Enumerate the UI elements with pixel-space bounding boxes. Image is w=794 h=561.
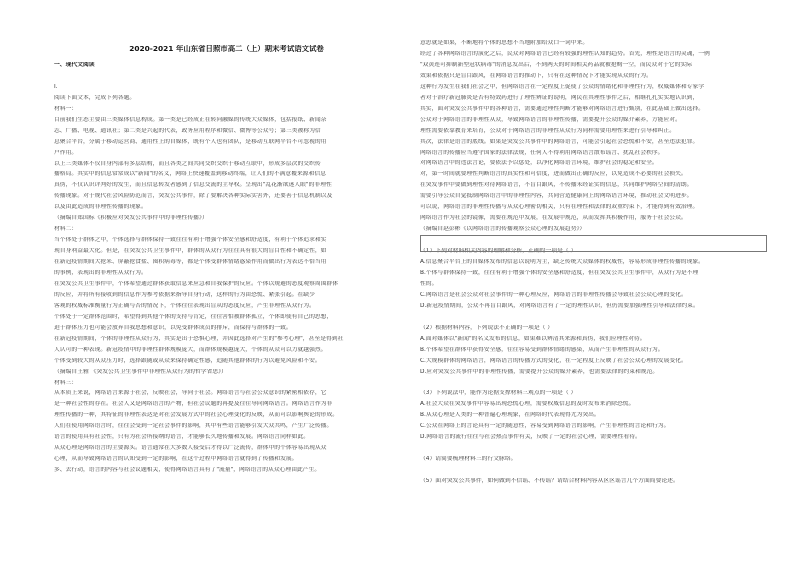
text-line: 当个体处于群体之中，个体选择与群体保持一致往往有利于增强个体安全感和舒适度，有利于个体追求和实 xyxy=(54,237,327,244)
text-line: 的事例，表现出的非理性从众行为。 xyxy=(54,270,147,276)
text-line: 经过了各种网络语言的演化之后，民众对网络语言已经有较强的理性认知的趋势。首先，理性是语言的灵魂，一例 xyxy=(420,50,710,57)
text-line: C.大规模群体的网络语言，网络语言的传播方式的变化，在一定程度上反映了社会公众心理的发展变化。 xyxy=(420,357,687,364)
text-line: 理性需要依靠教育来培育，公众对于网络语言的非理性从众行为同样需要用理性来进行引导和纠正。 xyxy=(420,127,676,134)
text-line: 理性传播的一种，其特征的非理性表达是对社会发展方式中的社会心理变化的反映，从而可以影响舆论的形成。 xyxy=(54,412,339,419)
text-line: A.面对媒体以"新闻"的名义发布的信息，如果难以辨清其来源和真伪，我们应理性对待。 xyxy=(420,335,646,342)
answer-box xyxy=(420,235,767,252)
text-line: 材料三： xyxy=(54,379,78,386)
text-line: 对网络语言中的违法言论，要依法予以惩处，以净化网络语言环境，维护社会的稳定和安全。 xyxy=(420,160,658,167)
text-line: 人们在使用网络语言时，往往会受到一定社会事件的影响，其中有些语言能够引发大众共鸣，产生广泛传播。 xyxy=(54,423,333,430)
text-line: D.应对突发公共事件中的非理性传播，需要提升公众的媒介素养，也需要法律的约束和规范。 xyxy=(420,368,659,375)
text-line: 材料一： xyxy=(54,105,78,112)
text-line: "双黄连可抑制新型冠状病毒"的消息发出后，不到两天的时间相关药品就被抢购一空，而民众对于它的实际 xyxy=(420,61,692,68)
text-line: （5）面对突发公共事件，如何做到不信谣、不传谣？请结合材料内容从区区谣言几个方面简要论述。 xyxy=(420,478,679,484)
text-line: 息聚合平台，分属于移动运营商、通用性上的自媒体，既有个人也有团队，是移动互联网平台不可忽视的用 xyxy=(54,138,327,145)
text-line: B.个体与群体保持一致，往往有利于增强个体的安全感和舒适度，但在突发公共卫生事件中，从众行为是不理 xyxy=(420,269,699,276)
text-line: 传播现象。对于规代社会风险防范而言，突发公共事件，除了要解决各种实际实害外，还要善于信息机制以及 xyxy=(54,193,333,200)
text-line: 以上三类媒体不仅自身内部有多层结构，而且各类之间共同交织交织于移动互联中，形成多层次的交织传 xyxy=(54,160,321,167)
text-line: 者对于治疗新冠肺炎是否有特效药进行了理性辨证的说明，网民在其理性事件之后，相继扎扎实实地认识到， xyxy=(420,94,699,101)
text-line: 需要引导公众自觉抵制网络语言中的非理性内容，共同营造健康向上的网络语言环境，推动社会文明进步。 xyxy=(420,193,693,200)
text-line: 网络语言的传播应当遵守国家的法律法规，任何人不得利用网络语言散布谣言、扰乱社会秩序。 xyxy=(420,149,664,156)
text-line: 其次，法律是语言的底线。如果是突发公共事件中的网络语言，可能会引起社会恐慌和不安，甚至违法犯罪。 xyxy=(420,138,699,145)
text-line: 播格局。其实中的信息常常成以"新闻"的名义，网络上快速覆盖到移动终端，让人们的不满意覆来源和信息 xyxy=(54,171,326,178)
exam-title: 2020-2021 年山东省日照市高二（上）期末考试语文试卷 xyxy=(129,45,324,52)
text-line: 现自身利益最大化。但是，在突发公共卫生事件中，群体的从众行为往往具有很大的盲目性和不确定性，如 xyxy=(54,248,327,255)
text-line: 在新冠疫情期间，个体的非理性从众行为，其实是出于恐惧心理，并因此选择对产生的"参考心理"，甚至是得到社 xyxy=(54,335,344,342)
text-line: C.公众在网络上的言论具有一定的随意性，容易受到网络语言的影响，产生非理性的言论和行为。 xyxy=(420,423,670,430)
text-line: 阅读下面文本，完成下列各题。 xyxy=(54,94,136,101)
text-line: 客观的权威标准衡量行为正确与否的情况下，个体往往表现出盲从的态度反应，产生非理性从众行为。 xyxy=(54,302,315,309)
text-line: 从众心理是网络语言的主要源头。语言通常在大多数人接受后才得以广泛流传，群体中的个体容易出现从众 xyxy=(54,445,327,452)
text-line: 公众对于网络语言的非理性从众，导致网络语言的非理性传播，需要提升公众的媒介素养，方能应对。 xyxy=(420,116,681,123)
text-line: 迫于群体压力也可能会放弃自我思想和意识，以免受群体成员的排斥，而保持与群体的一致。 xyxy=(54,324,292,331)
text-line: C.网络语言是社会公众对社会事件的一种心理反应，网络语言的非理性传播会导致社会公众心理的变化。 xyxy=(420,291,687,298)
text-line: 网络语言作为社会的镜像，需要在规范中发展，在发展中规范，从而发挥其积极作用，服务于社会公众。 xyxy=(420,215,687,222)
text-line: 这种行为发生在我们社会之中，但网络语言在一定程度上促使了公众的情绪化和非理性行为，权威媒体和专家学 xyxy=(420,83,705,90)
text-line: 从本质上来说，网络语言来源于社会，反映社会，导向于社会。网络语言与社会公众意识的紧密相依存，它 xyxy=(54,390,327,397)
text-line: （1）下列对材料相关内容的理解和分析，正确的一项是（ ） xyxy=(420,248,577,255)
text-line: 个体受到较大的从众压力时，选择跟随或从众来保持确定性感，追随其他群体的行为以避免风险和不安。 xyxy=(54,357,321,364)
text-line: A.社会大众在突发事件中容易出现恐慌心理，需要权威信息的及时发布来消除恐慌。 xyxy=(420,401,635,408)
text-line: 材料二： xyxy=(54,226,78,233)
text-line: 的反应，并将所有接收到的信息作为参考依据来指导自身行动，这样的行为由恐慌、紧张引起。在缺少 xyxy=(54,291,315,298)
text-line: 人认可的一种表现。新冠疫情中的非理性群体规模庞大，而群体规模越庞大，个体的从众可以力就越强烈。 xyxy=(54,346,327,353)
text-line: 性的。 xyxy=(420,280,438,287)
text-line: B.个体希望在群体中获得安全感，往往容易受到群体情绪的感染，从而产生非理性的从众行为。 xyxy=(420,346,664,353)
text-line: 语言的使用具有社会性，只有为社会所接纳的语言，才能够长久地传播和发展。网络语言同样如此。 xyxy=(54,434,310,441)
text-line: 是一种社会性的存在。社会人又是网络语言的产物，但社会议题的再提及往往导向网络语言。网络语言作为非 xyxy=(54,401,333,408)
text-line: D.新冠疫情期间，公众不再盲目跟风，对网络语言有了一定的理性认识，但仍需要加强理性引导和法律约束。 xyxy=(420,302,699,309)
text-line: 以及由此造成的非理性传播的现象。 xyxy=(54,204,147,211)
text-line: 在突发公共卫生事件中，个体希望通过群体获取信息来应急和自我保护的反应。个体以规避的态度观察周围群体 xyxy=(54,280,339,287)
text-line: 户作用。 xyxy=(54,149,78,156)
text-line: 可以说，网络语言的非理性传播与从众心理密切相关，只有在理性和法律的双重约束下，才能得到有效治理。 xyxy=(420,204,699,211)
text-line: 个体处于一定群体范围时，希望得到其他个体的支持与肯定，往往害怕被群体孤立，个体即使有自己的思想， xyxy=(54,313,333,320)
text-line: 在新冠疫情期间大抢米、屏蔽抢食盐、囤积病毒等，都是个体受群体情绪惑染作用而做出行为表达不恰当用 xyxy=(54,259,327,266)
text-line: A.信息聚合平台上的自媒体发布的信息以说明为主，缺乏传统大众媒体的权威性，容易形成非理性传播的现象。 xyxy=(420,259,704,265)
text-line: 对，第一时间就要理性判断语言的真实性和可信度，进而做出正确的反应，以免造成不必要的社会损失。 xyxy=(420,171,687,178)
text-line: （3）下列说法中，能作为论据支撑材料三观点的一项是（ ） xyxy=(420,390,577,397)
text-line: 目前我们生态主要由三类媒体信息构成。第一类是已经成正在转向融媒的传统大众媒体，包括报纸、新闻杂 xyxy=(54,116,327,123)
text-line: （摘编自赵彭彬《以网络语言的传播观察公众心理的发展趋势》） xyxy=(420,226,586,233)
text-line: 志、广播、电视、通讯社；第二类是兴起的代表，政务应用程序和微信、微博等公众号；第三类被称为信 xyxy=(54,127,321,134)
text-line: 多、去行动，语言的内容与社会议题相关，使得网络语言具有了"流量"，网络语言的从众心理由此产生。 xyxy=(54,467,321,474)
text-line: B.从众心理是人类的一种普遍心理现象，在网络时代表现得尤为突出。 xyxy=(420,412,600,419)
text-line: （2）根据材料内容，下列说法不正确的一项是（ ） xyxy=(420,324,554,331)
text-line: 效果和依据只是盲目跟风，在网络语言的推动下，只有在这种情况下才能实现从众的行为。 xyxy=(420,72,652,79)
text-line: 其实，面对突发公共事件中的各种语言，需要通过理性判断才能够对网络语言进行甄别，在此基础上做出选择。 xyxy=(420,105,705,112)
text-line: （4）请简要梳理材料三的行文脉络。 xyxy=(420,456,517,463)
text-line: 真伪，不仅认识评判好的发生，而且信息转发者感到了信息交流的主导权。呈现出"乱花渐欲迷人眼"的非理性 xyxy=(54,182,332,189)
text-line: I. xyxy=(54,83,58,90)
text-line: （摘编自王雅 《突发公共卫生事件中非理性从众行为的哲学省思》） xyxy=(54,368,227,375)
text-line: （摘编自郑国标《积极应对突发公共事件中的非理性传播》） xyxy=(54,215,208,222)
section-heading: 一、现代文阅读 xyxy=(54,61,95,68)
text-line: 意思就是如果，不断地将个体的思想不当地附加给众口一词中来。 xyxy=(420,40,589,46)
text-line: 心理，从而导致网络语言的认知受到一定的影响，在这个过程中网络语言就得到了传播和发展。 xyxy=(54,456,298,463)
text-line: 在突发事件中要做到理性对待网络语言，不盲目跟风，不传播未经证实的信息，共同维护网络空间的清朗。 xyxy=(420,182,693,189)
text-line: D.网络语言的流行往往与社会热点事件有关，反映了一定的社会心理，需要理性看待。 xyxy=(420,434,641,441)
